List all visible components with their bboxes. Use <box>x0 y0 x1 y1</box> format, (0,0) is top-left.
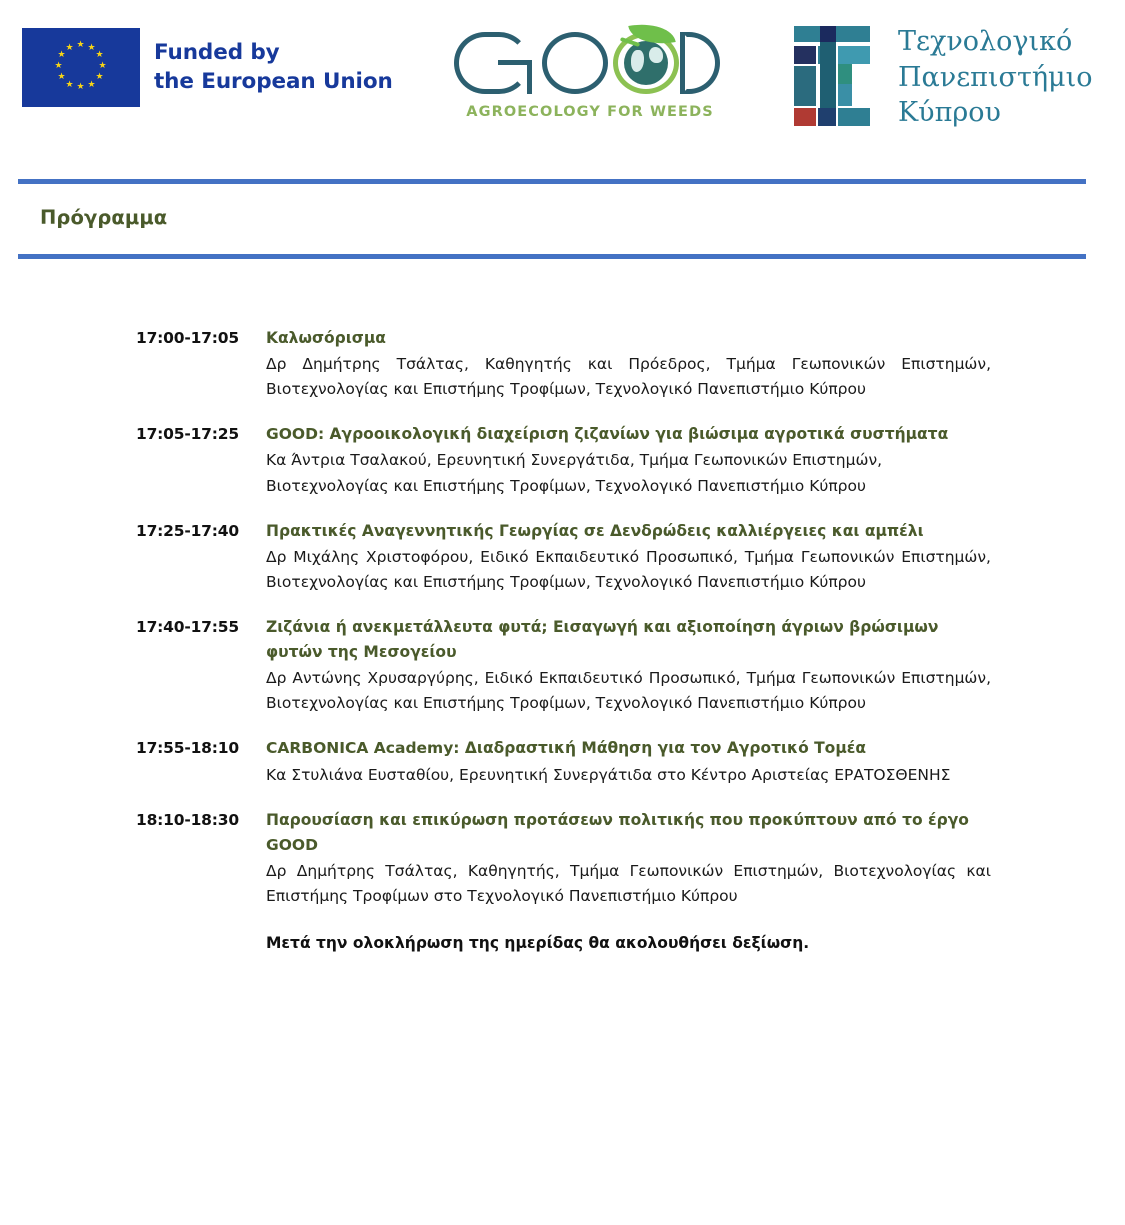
agenda-entry <box>0 615 1125 716</box>
agenda-entry-title: Παρουσίαση και επικύρωση προτάσεων πολιτικής που προκύπτουν από το έργο GOOD <box>266 810 969 854</box>
agenda-entry-body <box>266 519 991 595</box>
agenda-entry-time: 17:05-17:25 <box>136 425 239 444</box>
tepak-line2: Πανεπιστήμιο <box>898 61 1093 93</box>
agenda-entry-body <box>266 615 991 716</box>
eu-funding-line2: the European Union <box>154 68 393 94</box>
agenda-entry-body <box>266 736 991 787</box>
agenda-entry-title: CARBONICA Academy: Διαδραστική Μάθηση για τον Αγροτικό Τομέα <box>266 739 867 758</box>
agenda-entry-time: 17:40-17:55 <box>136 617 239 636</box>
agenda-entry-description: Κα Στυλιάνα Ευσταθίου, Ερευνητική Συνεργάτιδα στο Κέντρο Αριστείας ΕΡΑΤΟΣΘΕΝΗΣ <box>266 765 951 784</box>
eu-flag-icon <box>22 28 140 107</box>
agenda-entry-time: 17:55-18:10 <box>136 739 239 758</box>
agenda-entry <box>0 736 1125 787</box>
good-wordmark-icon <box>452 24 722 100</box>
eu-funding-line1: Funded by <box>154 40 280 66</box>
agenda-list <box>0 326 1125 956</box>
agenda-entry-body <box>266 422 991 498</box>
agenda-entry-time: 17:25-17:40 <box>136 521 239 540</box>
agenda-entry-title: Ζιζάνια ή ανεκμετάλλευτα φυτά; Εισαγωγή και αξιοποίηση άγριων βρώσιμων φυτών της Μεσογείου <box>266 617 939 662</box>
tepak-mark-icon <box>790 22 874 130</box>
agenda-entry <box>0 422 1125 498</box>
section-divider-top <box>18 179 1086 184</box>
eu-funding-label <box>154 39 393 96</box>
tepak-line1: Τεχνολογικό <box>898 26 1073 57</box>
agenda-entry-description: Δρ Αντώνης Χρυσαργύρης, Ειδικό Εκπαιδευτικό Προσωπικό, Τμήμα Γεωπονικών Επιστημών, Βιοτεχνολογίας και Επιστήμης Τροφίμων, Τεχνολογικό Πανεπιστήμιο Κύπρου <box>266 669 991 713</box>
agenda-entry-description: Δρ Δημήτρης Τσάλτας, Καθηγητής και Πρόεδρος, Τμήμα Γεωπονικών Επιστημών, Βιοτεχνολογίας και Επιστήμης Τροφίμων, Τεχνολογικό Πανεπιστήμιο Κύπρου <box>266 355 991 399</box>
letter-o-icon <box>542 32 608 94</box>
closing-note: Μετά την ολοκλήρωση της ημερίδας θα ακολουθήσει δεξίωση. <box>266 934 810 953</box>
agenda-entry-description: Κα Άντρια Τσαλακού, Ερευνητική Συνεργάτιδα, Τμήμα Γεωπονικών Επιστημών, Βιοτεχνολογίας και Επιστήμης Τροφίμων, Τεχνολογικό Πανεπιστήμιο Κύπρου <box>266 451 883 495</box>
good-tagline: AGROECOLOGY FOR WEEDS <box>466 104 714 120</box>
page-title: Πρόγραμμα <box>40 206 168 229</box>
tepak-line3: Κύπρου <box>898 97 1001 129</box>
tepak-name-label <box>898 24 1092 131</box>
agenda-entry-body <box>266 808 991 909</box>
agenda-entry <box>0 519 1125 595</box>
agenda-entry-body <box>266 326 991 402</box>
agenda-entry-description: Δρ Μιχάλης Χριστοφόρου, Ειδικό Εκπαιδευτικό Προσωπικό, Τμήμα Γεωπονικών Επιστημών, Βιοτεχνολογίας και Επιστήμης Τροφίμων, Τεχνολογικό Πανεπιστήμιο Κύπρου <box>266 547 991 591</box>
agenda-entry-time: 18:10-18:30 <box>136 810 239 829</box>
header-logo-bar <box>0 14 1125 134</box>
leaf-icon <box>620 20 674 50</box>
cut-tepak-logo <box>790 22 1092 131</box>
letter-g-stem-icon <box>527 60 532 94</box>
eu-funding-logo <box>22 28 393 107</box>
agenda-entry-title: GOOD: Αγροοικολογική διαχείριση ζιζανίων για βιώσιμα αγροτικά συστήματα <box>266 425 949 444</box>
agenda-entry <box>0 808 1125 909</box>
agenda-entry-title: Πρακτικές Αναγεννητικής Γεωργίας σε Δενδρώδεις καλλιέργειες και αμπέλι <box>266 521 924 540</box>
agenda-entry-title: Καλωσόρισμα <box>266 329 386 347</box>
agenda-entry-description: Δρ Δημήτρης Τσάλτας, Καθηγητής, Τμήμα Γεωπονικών Επιστημών, Βιοτεχνολογίας και Επιστήμης Τροφίμων στο Τεχνολογικό Πανεπιστήμιο Κύπρου <box>266 861 991 905</box>
good-project-logo <box>452 24 722 134</box>
letter-d-icon <box>682 32 720 94</box>
section-divider-bottom <box>18 254 1086 259</box>
agenda-entry <box>0 326 1125 402</box>
agenda-entry-time: 17:00-17:05 <box>136 329 239 347</box>
